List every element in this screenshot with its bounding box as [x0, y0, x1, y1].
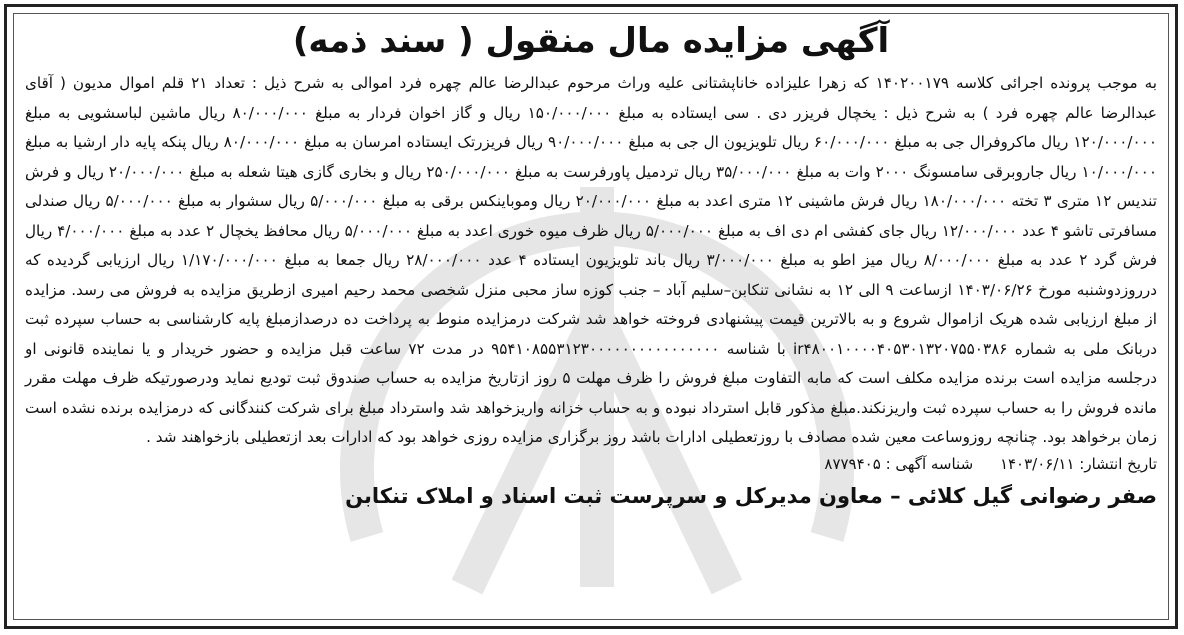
notice-body-text: به موجب پرونده اجرائی کلاسه ۱۴۰۲۰۰۱۷۹ که زهرا علیزاده خاناپشتانی علیه وراث مرحوم عبدالرضا عالم چهره فرد اموالی به شرح ذیل : تعداد ۲۱ قلم اموال مدیون ( آقای عبدالرضا عالم چهره فرد ) به شرح ذیل : یخچال فریزر دی . سی ایستاده به مبلغ ۱۵۰/۰۰۰/۰۰۰ ریال و گاز اخوان فردار به مبلغ ۸۰/۰۰۰/۰۰۰ ریال ماشین لباسشویی به مبلغ ۱۲۰/۰۰۰/۰۰۰ ریال ماکروفرال جی به مبلغ ۶۰/۰۰۰/۰۰۰ ریال تلویزیون ال جی به مبلغ ۹۰/۰۰۰/۰۰۰ ریال فریزرتک ایستاده امرسان به مبلغ ۸۰/۰۰۰/۰۰۰ ریال پنکه پایه دار ارشیا به مبلغ ۱۰/۰۰۰/۰۰۰ ریال جاروبرقی سامسونگ ۲۰۰۰ وات به مبلغ ۳۵/۰۰۰/۰۰۰ ریال تردمیل پاورفرست به مبلغ ۲۵۰/۰۰۰/۰۰۰ ریال و بخاری گازی هیتا شعله به مبلغ ۲۰/۰۰۰/۰۰۰ ریال و فرش تندیس ۱۲ متری ۳ تخته ۱۸۰/۰۰۰/۰۰۰ ریال فرش ماشینی ۱۲ متری اعدد به مبلغ ۲۰/۰۰۰/۰۰۰ ریال وموباینکس برقی به مبلغ ۵/۰۰۰/۰۰۰ ریال سشوار به مبلغ ۵/۰۰۰/۰۰۰ ریال صندلی مسافرتی تاشو ۴ عدد ۱۲/۰۰۰/۰۰۰ ریال جای کفشی ام دی اف به مبلغ ۵/۰۰۰/۰۰۰ ریال ظرف میوه خوری اعدد به مبلغ ۵/۰۰۰/۰۰۰ ریال محافظ یخچال ۲ عدد به مبلغ ۴/۰۰۰/۰۰۰ ریال فرش گرد ۲ عدد به مبلغ ۸/۰۰۰/۰۰۰ ریال میز اطو به مبلغ ۳/۰۰۰/۰۰۰ ریال باند تلویزیون ایستاده ۴ عدد ۲۸/۰۰۰/۰۰۰ ریال جمعا به مبلغ ۱/۱۷۰/۰۰۰/۰۰۰ ریال ارزیابی گردیده که درروزدوشنبه مورخ ۱۴۰۳/۰۶/۲۶ ازساعت ۹ الی ۱۲ به نشانی تنکابن–سلیم آباد – جنب کوزه ساز محبی منزل شخصی محمد رحیم امیری ازطریق مزایده به فروش می رسد. مزایده از مبلغ ارزیابی شده هریک ازاموال شروع و به بالاترین قیمت پیشنهادی فروخته خواهد شد شرکت درمزایده منوط به پرداخت ده درصدازمبلغ پایه کارشناسی به حساب سپرده ثبت دربانک ملی به شماره ir۴۸۰۰۱۰۰۰۰۴۰۵۳۰۱۳۲۰۷۵۵۰۳۸۶ با شناسه ۹۵۴۱۰۸۵۵۳۱۲۳۰۰۰۰۰۰۰۰۰۰۰۰۰۰۰۰ در مدت ۷۲ ساعت قبل مزایده و حضور خریدار و یا نماینده قانونی او درجلسه مزایده است برنده مزایده مکلف است که مابه التفاوت مبلغ فروش را ظرف مهلت ۵ روز ازتاریخ مزایده به حساب صندوق ثبت توديع نماید ودرصورتیکه ظرف مهلت مقرر مانده فروش را به حساب سپرده ثبت واریزنکند.مبلغ مذکور قابل استرداد نبوده و به حساب خزانه واریزخواهد شد واسترداد مبلغ برای شرکت کنندگانی که درمزایده برنده نشده است زمان برخواهد بود. چنانچه روزوساعت معین شده مصادف با روزتعطیلی ادارات باشد روز برگزاری مزایده روزی خواهد بود که ادارات بعد ازتعطیلی بازخواهند شد .: [25, 74, 1158, 446]
notice-title: آگهی مزایده مال منقول ( سند ذمه): [292, 21, 890, 61]
publish-info: [25, 453, 1157, 475]
notice-content: [25, 19, 1157, 618]
notice-frame: [4, 4, 1178, 629]
signature-line: صفر رضوانی گیل کلائی – معاون مدیرکل و سرپرست ثبت اسناد و املاک تنکابن: [345, 483, 1157, 508]
publish-date: تاریخ انتشار: ۱۴۰۳/۰۶/۱۱: [999, 454, 1157, 473]
ad-id: شناسه آگهی : ۸۷۷۹۴۰۵: [824, 454, 974, 473]
